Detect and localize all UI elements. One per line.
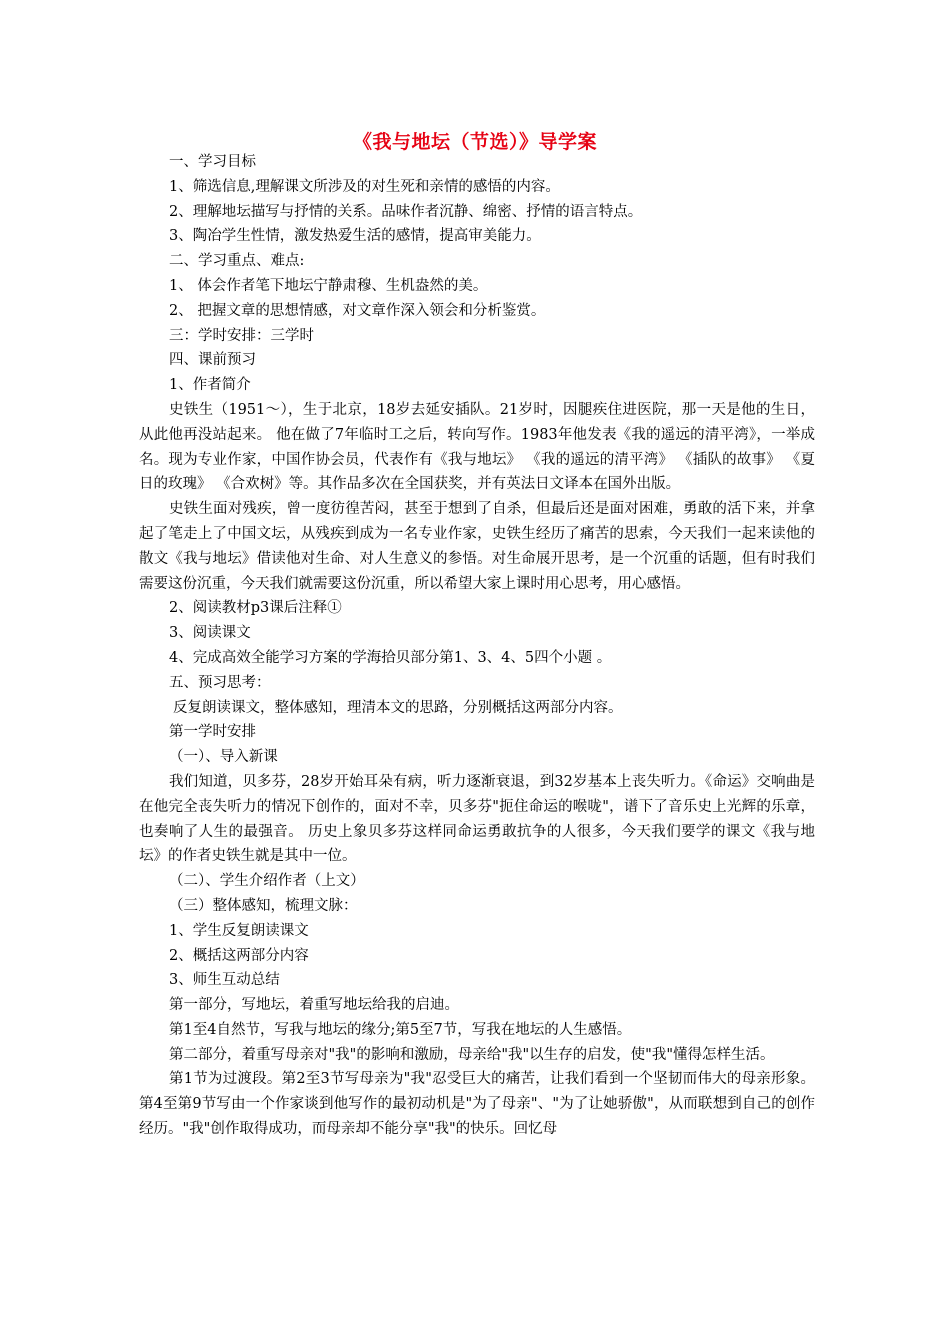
section-heading: 五、预习思考： — [169, 674, 271, 691]
paragraph: 第1节为过渡段。第2至3节写母亲为"我"忍受巨大的痛苦，让我们看到一个坚韧而伟大的母亲形象。第4至第9节写由一个作家谈到他写作的最初动机是"为了母亲"、"为了让她骄傲"，从而联想到自己的创作经历。"我"创作取得成功，而母亲却不能分享"我"的快乐。回忆母 — [139, 1071, 815, 1138]
subsection-heading: （三）整体感知，梳理文脉： — [169, 897, 358, 914]
section-heading: 二、学习重点、难点: — [169, 253, 305, 270]
paragraph: 我们知道，贝多芬，28岁开始耳朵有病，听力逐渐衰退，到32岁基本上丧失听力。《命运》交响曲是在他完全丧失听力的情况下创作的，面对不幸，贝多芬"扼住命运的喉咙"，谱下了音乐史上光辉的乐章，也奏响了人生的最强音。 历史上象贝多芬这样同命运勇敢抗争的人很多，今天我们要学的课文《我与地坛》的作者史铁生就是其中一位。 — [139, 773, 815, 865]
list-item: 1、 体会作者笔下地坛宁静肃穆、生机盎然的美。 — [169, 277, 488, 294]
list-item: 1、学生反复朗读课文 — [169, 922, 309, 939]
document-title: 《我与地坛（节选）》导学案 — [352, 131, 597, 153]
paragraph: 史铁生面对残疾，曾一度彷徨苦闷，甚至于想到了自杀，但最后还是面对困难，勇敢的活下来，并拿起了笔走上了中国文坛，从残疾到成为一名专业作家，史铁生经历了痛苦的思索，今天我们一起来读他的散文《我与地坛》借读他对生命、对人生意义的参悟。对生命展开思考，是一个沉重的话题，但有时我们需要这份沉重，今天我们就需要这份沉重，所以希望大家上课时用心思考，用心感悟。 — [139, 501, 815, 592]
paragraph: 反复朗读课文，整体感知，理清本文的思路，分别概括这两部分内容。 — [173, 699, 623, 716]
paragraph: 第二部分，着重写母亲对"我"的影响和激励，母亲给"我"以生存的启发，使"我"懂得怎样生活。 — [169, 1046, 775, 1063]
subsection-heading: （一）、导入新课 — [169, 749, 278, 766]
list-item: 3、阅读课文 — [169, 625, 251, 642]
list-item: 2、概括这两部分内容 — [169, 947, 309, 964]
subsection-heading: （二）、学生介绍作者（上文） — [169, 873, 365, 890]
section-heading: 三：学时安排：三学时 — [169, 327, 314, 344]
list-item: 3、陶冶学生性情，激发热爱生活的感情，提高审美能力。 — [169, 228, 541, 245]
list-item: 1、筛选信息,理解课文所涉及的对生死和亲情的感悟的内容。 — [169, 178, 560, 195]
paragraph: 史铁生（1951～），生于北京，18岁去延安插队。21岁时，因腿疾住进医院，那一天是他的生日，从此他再没站起来。 他在做了7年临时工之后，转向写作。1983年他发表《我的遥远的清平湾》，一举成名。现为专业作家，中国作协会员，代表作有《我与地坛》 《我的遥远的清平湾》 《插队的故事》 《夏日的玫瑰》 《合欢树》等。其作品多次在全国获奖，并有英法日文译本在国外出版。 — [139, 401, 815, 493]
list-item: 3、师生互动总结 — [169, 972, 280, 989]
list-item: 2、阅读教材p3课后注释① — [169, 600, 342, 617]
section-heading: 第一学时安排 — [169, 724, 256, 741]
list-item: 2、理解地坛描写与抒情的关系。品味作者沉静、绵密、抒情的语言特点。 — [169, 203, 643, 220]
section-heading: 四、课前预习 — [169, 352, 256, 369]
list-item: 4、完成高效全能学习方案的学海拾贝部分第1、3、4、5四个小题 。 — [169, 649, 612, 666]
section-heading: 一、学习目标 — [169, 154, 256, 170]
paragraph: 第一部分，写地坛，着重写地坛给我的启迪。 — [169, 997, 459, 1014]
paragraph: 第1至4自然节，写我与地坛的缘分;第5至7节，写我在地坛的人生感悟。 — [169, 1021, 632, 1038]
list-item: 2、 把握文章的思想情感，对文章作深入领会和分析鉴赏。 — [169, 302, 546, 319]
document-body — [139, 150, 815, 1142]
list-item: 1、作者简介 — [169, 377, 251, 394]
